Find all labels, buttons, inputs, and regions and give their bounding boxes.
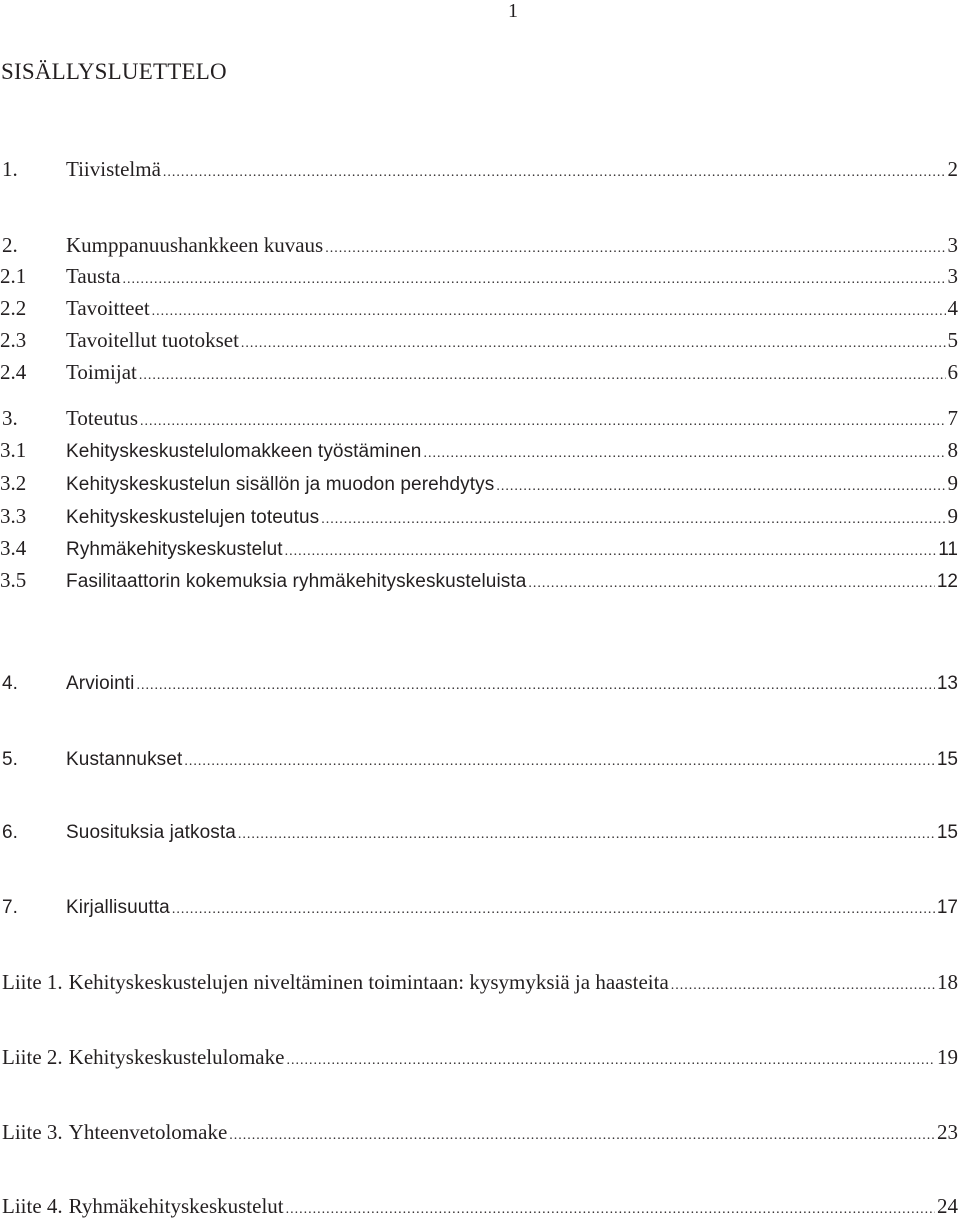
toc-entry-page: 8: [947, 438, 958, 462]
toc-entry-3-4[interactable]: [0, 534, 960, 562]
toc-entry-appendix-3[interactable]: [0, 1118, 960, 1146]
toc-entry-title: Toimijat: [66, 360, 137, 384]
toc-entry-page: 3: [947, 264, 958, 288]
toc-entry-title: Ryhmäkehityskeskustelut: [66, 539, 283, 560]
toc-entry-number: 6.: [2, 822, 18, 843]
toc-entry-2-1[interactable]: [0, 262, 960, 290]
toc-entry-title: Arviointi: [66, 673, 135, 694]
toc-entry-page: 3: [947, 233, 958, 257]
toc-entry-number: 3.2: [0, 471, 27, 495]
toc-entry-page: 6: [947, 360, 958, 384]
toc-entry-title: Ryhmäkehityskeskustelut: [68, 1194, 284, 1218]
toc-leader-dots: [163, 159, 946, 187]
toc-leader-dots: [123, 266, 946, 294]
toc-entry-page: 18: [937, 970, 958, 994]
toc-entry-number: 7.: [2, 897, 18, 918]
toc-entry-title: Tavoitellut tuotokset: [66, 328, 239, 352]
toc-entry-number: 2.1: [0, 264, 27, 288]
toc-entry-page: 2: [947, 157, 958, 181]
toc-entry-number: Liite 1.: [2, 970, 63, 994]
toc-entry-page: 13: [936, 673, 958, 694]
toc-entry-page: 9: [947, 504, 958, 528]
toc-leader-dots: [286, 1196, 935, 1224]
toc-entry-title: Kehityskeskustelulomake: [68, 1045, 285, 1069]
toc-entry-page: 17: [936, 897, 958, 918]
toc-leader-dots: [184, 748, 935, 776]
toc-entry-number: Liite 4.: [2, 1194, 63, 1218]
toc-entry-title: Fasilitaattorin kokemuksia ryhmäkehityskeskusteluista: [66, 571, 527, 592]
toc-title: SISÄLLYSLUETTELO: [1, 59, 227, 84]
toc-entry-title: Kustannukset: [66, 749, 183, 770]
toc-leader-dots: [528, 570, 934, 598]
toc-entry-number: 3.5: [0, 568, 27, 592]
toc-leader-dots: [241, 330, 946, 358]
toc-entry-title: Kehityskeskustelun sisällön ja muodon perehdytys: [66, 474, 495, 495]
toc-entry-page: 24: [937, 1194, 958, 1218]
toc-entry-appendix-4[interactable]: [0, 1192, 960, 1220]
toc-entry-4[interactable]: [0, 670, 960, 698]
toc-entry-page: 15: [936, 822, 958, 843]
toc-leader-dots: [140, 408, 945, 436]
toc-entry-2-2[interactable]: [0, 294, 960, 322]
toc-entry-title: Suosituksia jatkosta: [66, 822, 236, 843]
page-number: 1: [508, 0, 518, 22]
toc-entry-3-1[interactable]: [0, 436, 960, 464]
toc-leader-dots: [172, 896, 935, 924]
toc-leader-dots: [496, 473, 945, 501]
toc-leader-dots: [321, 506, 945, 534]
toc-entry-3-5[interactable]: [0, 566, 960, 594]
toc-entry-number: 2.3: [0, 328, 27, 352]
toc-entry-number: 2.4: [0, 360, 27, 384]
toc-entry-title: Tausta: [66, 264, 121, 288]
toc-entry-title: Tiivistelmä: [66, 157, 161, 181]
toc-entry-3[interactable]: [0, 404, 960, 432]
toc-leader-dots: [325, 235, 945, 263]
toc-entry-page: 9: [947, 471, 958, 495]
toc-entry-title: Kehityskeskustelujen niveltäminen toimintaan: kysymyksiä ja haasteita: [68, 970, 669, 994]
toc-entry-title: Toteutus: [66, 406, 139, 430]
toc-entry-number: 2.: [2, 233, 18, 257]
toc-entry-appendix-2[interactable]: [0, 1043, 960, 1071]
toc-entry-number: Liite 3.: [2, 1120, 63, 1144]
toc-entry-title: Kirjallisuutta: [66, 897, 170, 918]
toc-entry-number: 3.3: [0, 504, 27, 528]
toc-leader-dots: [152, 298, 946, 326]
toc-entry-3-2[interactable]: [0, 469, 960, 497]
toc-leader-dots: [229, 1122, 935, 1150]
toc-entry-1[interactable]: [0, 155, 960, 183]
toc-entry-page: 15: [936, 749, 958, 770]
toc-leader-dots: [136, 672, 934, 700]
toc-leader-dots: [286, 1047, 935, 1075]
toc-entry-page: 12: [936, 571, 958, 592]
toc-leader-dots: [285, 538, 937, 566]
toc-entry-number: 2.2: [0, 296, 27, 320]
toc-entry-number: 3.4: [0, 536, 27, 560]
toc-entry-page: 5: [947, 328, 958, 352]
toc-entry-title: Tavoitteet: [66, 296, 150, 320]
toc-entry-page: 4: [947, 296, 958, 320]
toc-entry-5[interactable]: [0, 746, 960, 774]
toc-entry-page: 19: [937, 1045, 958, 1069]
toc-leader-dots: [671, 972, 935, 1000]
toc-leader-dots: [139, 362, 946, 390]
toc-entry-number: 3.1: [0, 438, 27, 462]
toc-entry-page: 7: [947, 406, 958, 430]
toc-entry-number: 5.: [2, 749, 18, 770]
toc-entry-title: Yhteenvetolomake: [68, 1120, 228, 1144]
toc-entry-2-3[interactable]: [0, 326, 960, 354]
toc-entry-number: 4.: [2, 673, 18, 694]
toc-entry-appendix-1[interactable]: [0, 968, 960, 996]
toc-entry-title: Kehityskeskustelulomakkeen työstäminen: [66, 441, 422, 462]
toc-entry-title: Kehityskeskustelujen toteutus: [66, 507, 320, 528]
toc-entry-2[interactable]: [0, 231, 960, 259]
toc-entry-6[interactable]: [0, 819, 960, 847]
toc-entry-page: 11: [938, 539, 958, 560]
toc-entry-number: Liite 2.: [2, 1045, 63, 1069]
toc-entry-2-4[interactable]: [0, 358, 960, 386]
toc-entry-3-3[interactable]: [0, 502, 960, 530]
toc-entry-number: 1.: [2, 157, 18, 181]
toc-entry-number: 3.: [2, 406, 18, 430]
toc-entry-title: Kumppanuushankkeen kuvaus: [66, 233, 324, 257]
toc-leader-dots: [238, 821, 935, 849]
toc-entry-page: 23: [937, 1120, 958, 1144]
toc-leader-dots: [423, 440, 945, 468]
toc-entry-7[interactable]: [0, 894, 960, 922]
